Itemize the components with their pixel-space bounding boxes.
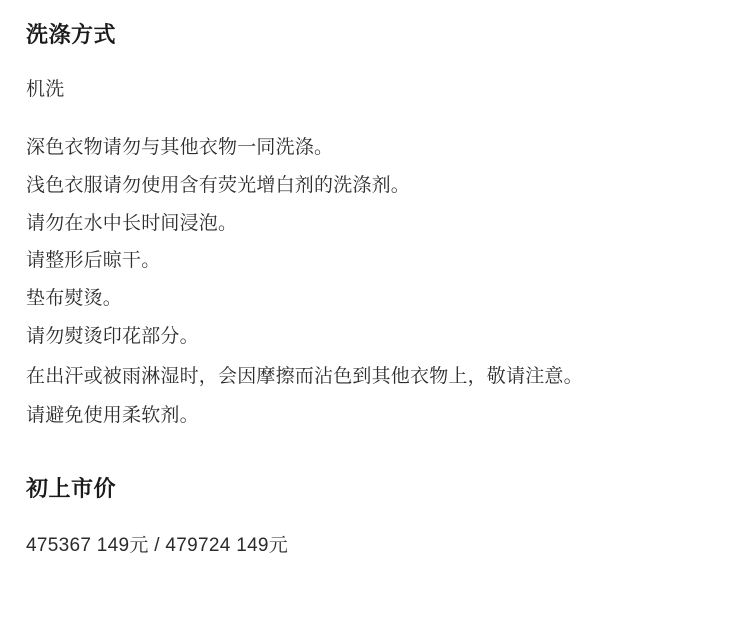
section-spacer (26, 428, 724, 476)
care-instruction-item: 在出汗或被雨淋湿时，会因摩擦而沾色到其他衣物上，敬请注意。 (26, 365, 583, 387)
care-instruction-item: 请勿在水中长时间浸泡。 (26, 212, 238, 234)
care-method-value: 机洗 (26, 79, 65, 101)
care-instruction-item: 请勿熨烫印花部分。 (26, 325, 199, 347)
care-instruction-item: 请整形后晾干。 (26, 250, 161, 272)
care-instruction-list (26, 136, 724, 428)
care-instruction-item: 深色衣物请勿与其他衣物一同洗涤。 (26, 137, 334, 159)
price-value: 475367 149元 / 479724 149元 (26, 535, 289, 557)
care-instruction-item: 请避免使用柔软剂。 (26, 405, 199, 427)
care-instruction-item: 垫布熨烫。 (26, 288, 123, 310)
price-section-heading: 初上市价 (26, 475, 117, 501)
care-section-heading: 洗涤方式 (26, 22, 117, 47)
care-instruction-item: 浅色衣服请勿使用含有荧光增白剂的洗涤剂。 (26, 174, 411, 196)
